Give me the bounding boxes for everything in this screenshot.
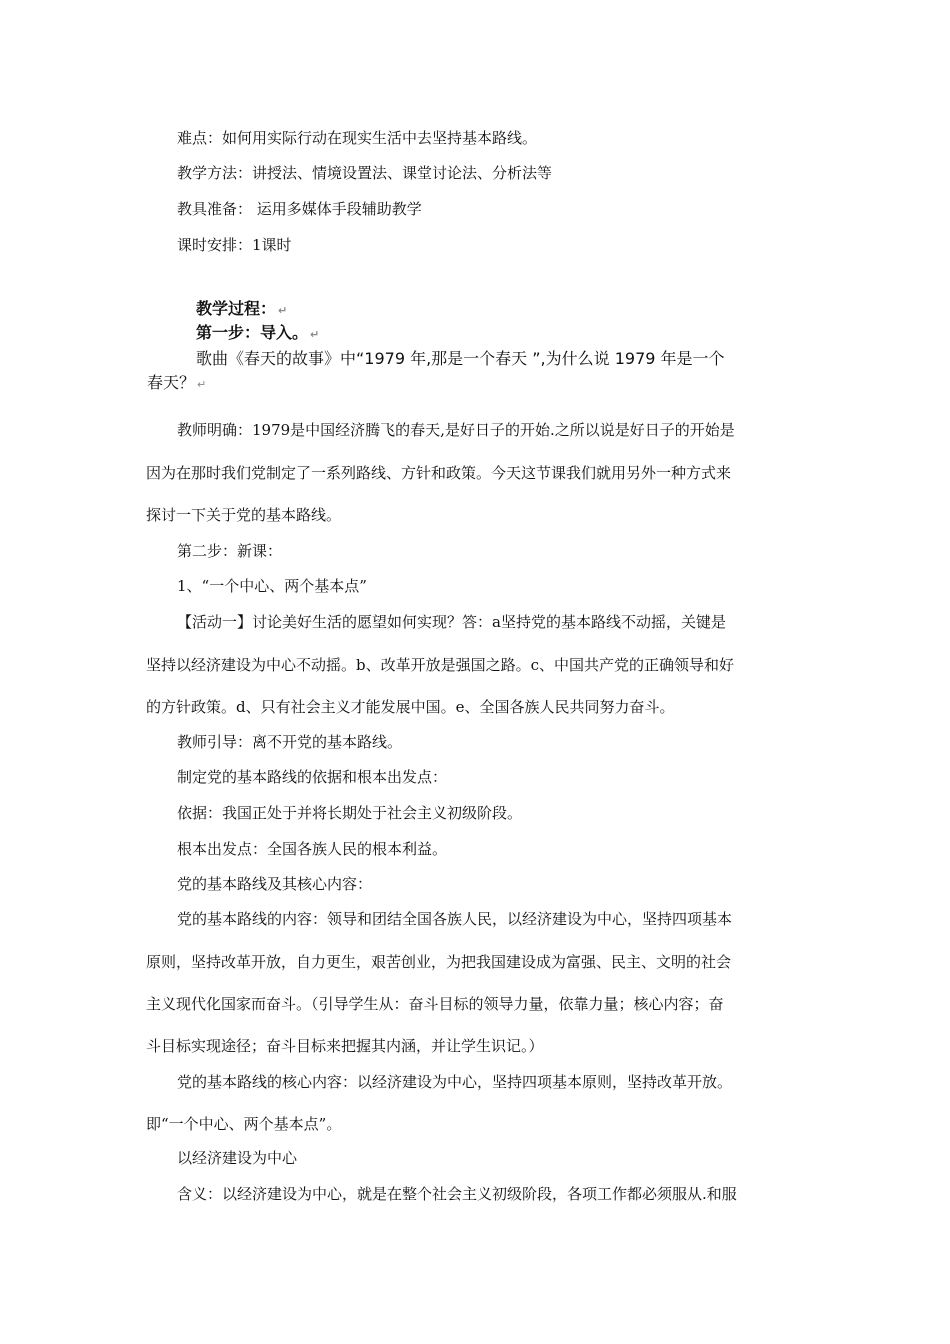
content-line2: 原则，坚持改革开放，自力更生，艰苦创业，为把我国建设成为富强、民主、文明的社会 (146, 953, 732, 971)
starting-point-line: 根本出发点：全国各族人民的根本利益。 (177, 840, 448, 858)
activity-line1: 【活动一】讨论美好生活的愿望如何实现？答：a坚持党的基本路线不动摇，关键是 (177, 613, 726, 631)
hours-line: 课时安排：1课时 (177, 236, 292, 254)
teacher-clear-line3: 探讨一下关于党的基本路线。 (146, 506, 342, 524)
core-line2: 即“一个中心、两个基本点”。 (146, 1115, 342, 1133)
core-line1: 党的基本路线的核心内容：以经济建设为中心，坚持四项基本原则，坚持改革开放。 (177, 1073, 733, 1091)
basis-title: 制定党的基本路线的依据和根本出发点： (177, 768, 448, 786)
step2-line: 第二步：新课： (177, 542, 283, 560)
teacher-clear-line1: 教师明确：1979是中国经济腾飞的春天,是好日子的开始.之所以说是好日子的开始是 (177, 421, 735, 439)
step1-heading: 第一步：导入。 ↵ (196, 323, 320, 342)
return-mark-icon: ↵ (197, 378, 207, 391)
teacher-guide-line: 教师引导：离不开党的基本路线。 (177, 733, 403, 751)
content-line3: 主义现代化国家而奋斗。（引导学生从：奋斗目标的领导力量，依靠力量；核心内容；奋 (146, 995, 724, 1013)
return-mark-icon: ↵ (310, 328, 320, 341)
song-question-line1: 歌曲《春天的故事》中“1979 年,那是一个春天 ”,为什么说 1979 年是一个 (196, 349, 725, 368)
return-mark-icon: ↵ (278, 304, 288, 317)
teacher-clear-line2: 因为在那时我们党制定了一系列路线、方针和政策。今天这节课我们就用另外一种方式来 (146, 464, 732, 482)
pasted-image-block (143, 292, 813, 394)
process-heading: 教学过程： ↵ (196, 299, 288, 318)
methods-line: 教学方法：讲授法、情境设置法、课堂讨论法、分析法等 (177, 164, 553, 182)
meaning-line: 含义：以经济建设为中心，就是在整个社会主义初级阶段，各项工作都必须服从.和服 (177, 1185, 737, 1203)
activity-line3: 的方针政策。d、只有社会主义才能发展中国。e、全国各族人民共同努力奋斗。 (146, 698, 675, 716)
basis-line: 依据：我国正处于并将长期处于社会主义初级阶段。 (177, 804, 523, 822)
econ-title: 以经济建设为中心 (177, 1149, 298, 1167)
line-title: 党的基本路线及其核心内容： (177, 875, 373, 893)
activity-line2: 坚持以经济建设为中心不动摇。b、改革开放是强国之路。c、中国共产党的正确领导和好 (146, 656, 735, 674)
content-line1: 党的基本路线的内容：领导和团结全国各族人民，以经济建设为中心，坚持四项基本 (177, 910, 733, 928)
song-question-line2: 春天？ ↵ (147, 373, 207, 392)
tools-line: 教具准备： 运用多媒体手段辅助教学 (177, 200, 422, 218)
section1-title: 1、“一个中心、两个基本点” (177, 577, 367, 595)
content-line4: 斗目标实现途径；奋斗目标来把握其内涵，并让学生识记。） (146, 1037, 544, 1055)
difficulty-line: 难点：如何用实际行动在现实生活中去坚持基本路线。 (177, 129, 538, 147)
